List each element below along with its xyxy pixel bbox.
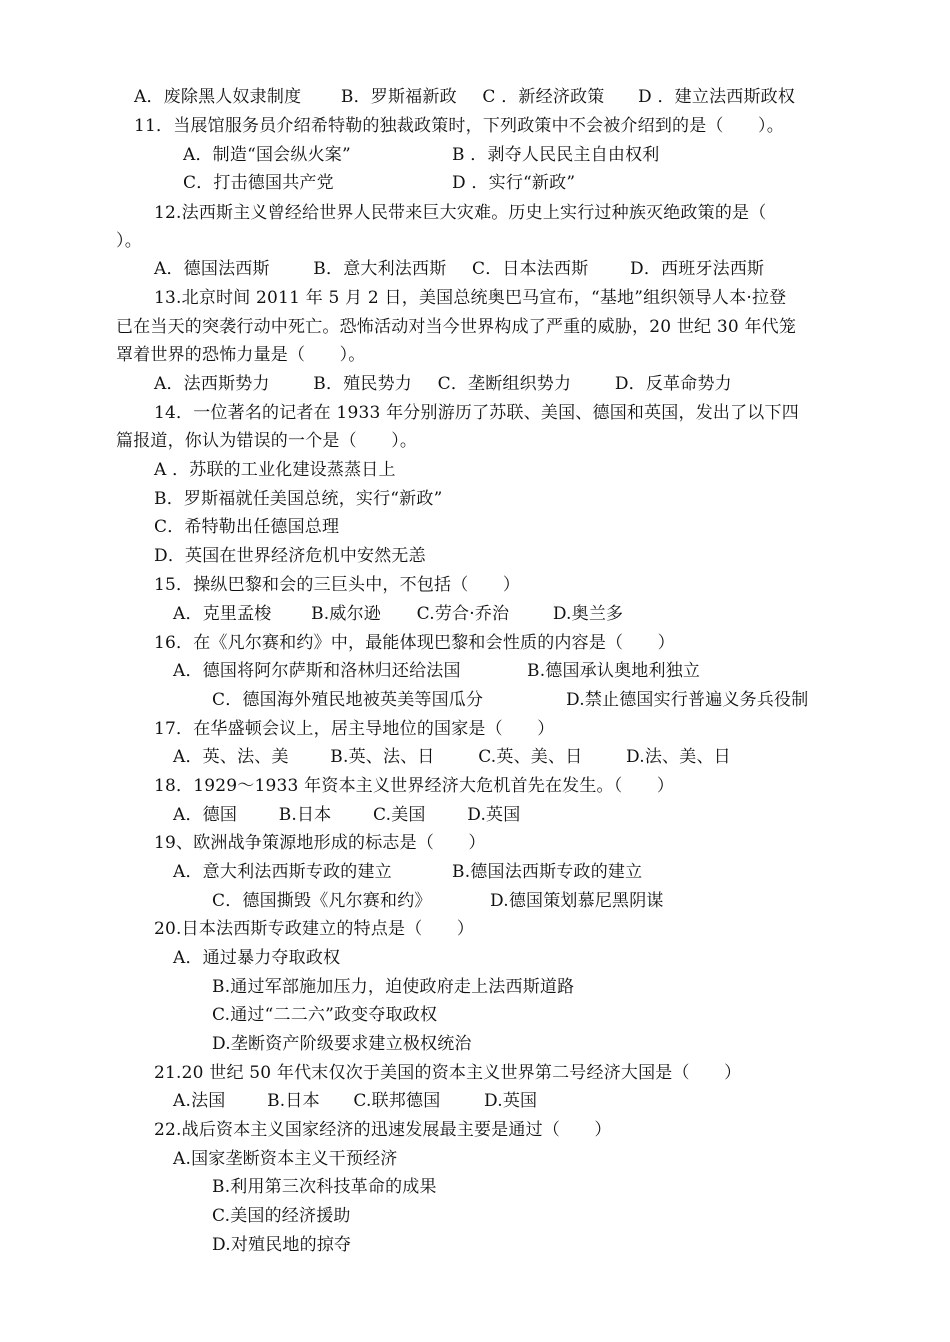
q16-option-c: C．德国海外殖民地被英美等国瓜分 <box>212 690 484 710</box>
q17-option-c: C.英、美、日 <box>478 747 583 767</box>
q12-stem-line2: ）。 <box>116 231 142 251</box>
q20-option-c: C.通过“二二六”政变夺取政权 <box>212 1005 438 1025</box>
q18-option-d: D.英国 <box>467 805 521 825</box>
q10-option-d: D ．建立法西斯政权 <box>638 87 796 107</box>
q13-option-c: C．垄断组织势力 <box>437 374 572 394</box>
q11-option-d: D ．实行“新政” <box>452 173 576 193</box>
q20-option-b: B.通过军部施加压力，迫使政府走上法西斯道路 <box>212 977 575 997</box>
q14-option-d: D．英国在世界经济危机中安然无恙 <box>154 546 426 566</box>
q14-option-b: B．罗斯福就任美国总统，实行“新政” <box>154 489 443 509</box>
q17-option-b: B.英、法、日 <box>330 747 435 767</box>
q18-option-c: C.美国 <box>373 805 426 825</box>
q18-options <box>173 804 520 826</box>
q21-option-d: D.英国 <box>484 1091 538 1111</box>
q15-option-d: D.奥兰多 <box>552 604 624 624</box>
q10-option-b: B．罗斯福新政 <box>340 87 457 107</box>
q12-stem-line1: 12.法西斯主义曾经给世界人民带来巨大灾难。历史上实行过种族灭绝政策的是（ <box>154 203 767 223</box>
q14-stem-line1: 14．一位著名的记者在 1933 年分别游历了苏联、美国、德国和英国，发出了以下四 <box>154 403 799 423</box>
q15-option-c: C.劳合·乔治 <box>416 604 510 624</box>
q13-stem-line1: 13.北京时间 2011 年 5 月 2 日，美国总统奥巴马宣布，“基地”组织领导人本·拉登 <box>154 288 787 308</box>
q20-option-a: A．通过暴力夺取政权 <box>173 948 341 968</box>
q22-option-d: D.对殖民地的掠夺 <box>212 1235 352 1255</box>
q12-option-b: B．意大利法西斯 <box>313 259 447 279</box>
q20-stem: 20.日本法西斯专政建立的特点是（ ） <box>154 919 475 939</box>
q18-stem: 18．1929～1933 年资本主义世界经济大危机首先在发生。（ ） <box>154 776 675 796</box>
q22-stem: 22.战后资本主义国家经济的迅速发展最主要是通过（ ） <box>154 1120 612 1140</box>
q21-option-b: B.日本 <box>267 1091 320 1111</box>
q19-option-a: A．意大利法西斯专政的建立 <box>173 862 392 882</box>
q12-option-c: C．日本法西斯 <box>472 259 589 279</box>
q12-option-a: A．德国法西斯 <box>154 259 270 279</box>
q19-option-b: B.德国法西斯专政的建立 <box>452 862 643 882</box>
q11-option-b: B ．剥夺人民民主自由权利 <box>452 145 660 165</box>
q14-option-c: C．希特勒出任德国总理 <box>154 517 340 537</box>
q18-option-a: A．德国 <box>173 805 238 825</box>
q17-options <box>173 746 731 768</box>
q14-option-a: A ．苏联的工业化建设蒸蒸日上 <box>154 460 396 480</box>
q22-option-a: A.国家垄断资本主义干预经济 <box>173 1149 398 1169</box>
q13-stem-line3: 罩着世界的恐怖力量是（ ）。 <box>116 345 366 365</box>
q16-option-a: A．德国将阿尔萨斯和洛林归还给法国 <box>173 661 461 681</box>
q11-option-c: C．打击德国共产党 <box>183 173 334 193</box>
q21-stem: 21.20 世纪 50 年代末仅次于美国的资本主义世界第二号经济大国是（ ） <box>154 1063 742 1083</box>
q21-options <box>173 1090 537 1112</box>
q13-option-a: A．法西斯势力 <box>154 374 270 394</box>
q20-option-d: D.垄断资产阶级要求建立极权统治 <box>212 1034 472 1054</box>
q10-options <box>134 86 795 108</box>
q15-options <box>173 603 623 625</box>
q17-option-d: D.法、美、日 <box>626 747 731 767</box>
q11-stem: 11．当展馆服务员介绍希特勒的独裁政策时，下列政策中不会被介绍到的是（ ）。 <box>134 116 784 136</box>
q13-options <box>154 373 732 395</box>
q15-option-b: B.威尔逊 <box>311 604 381 624</box>
q15-stem: 15．操纵巴黎和会的三巨头中，不包括（ ） <box>154 575 521 595</box>
q21-option-c: C.联邦德国 <box>353 1091 441 1111</box>
q16-stem: 16．在《凡尔赛和约》中，最能体现巴黎和会性质的内容是（ ） <box>154 633 675 653</box>
q13-stem-line2: 已在当天的突袭行动中死亡。恐怖活动对当今世界构成了严重的威胁，20 世纪 30 年代笼 <box>116 317 797 337</box>
q13-option-b: B．殖民势力 <box>313 374 412 394</box>
q12-option-d: D．西班牙法西斯 <box>630 259 765 279</box>
q10-option-c: C ．新经济政策 <box>482 87 605 107</box>
q16-option-b: B.德国承认奥地利独立 <box>527 661 701 681</box>
q21-option-a: A.法国 <box>173 1091 226 1111</box>
q17-stem: 17．在华盛顿会议上，居主导地位的国家是（ ） <box>154 719 555 739</box>
q13-option-d: D．反革命势力 <box>614 374 732 394</box>
q22-option-c: C.美国的经济援助 <box>212 1206 351 1226</box>
q16-option-d: D.禁止德国实行普遍义务兵役制 <box>566 690 809 710</box>
q14-stem-line2: 篇报道，你认为错误的一个是（ ）。 <box>116 431 418 451</box>
q12-options <box>154 258 764 280</box>
q17-option-a: A．英、法、美 <box>173 747 289 767</box>
q15-option-a: A．克里孟梭 <box>173 604 272 624</box>
q11-option-a: A．制造“国会纵火案” <box>183 145 351 165</box>
q10-option-a: A．废除黑人奴隶制度 <box>134 87 302 107</box>
q19-option-d: D.德国策划慕尼黑阴谋 <box>490 891 664 911</box>
q19-option-c: C．德国撕毁《凡尔赛和约》 <box>212 891 432 911</box>
q22-option-b: B.利用第三次科技革命的成果 <box>212 1177 437 1197</box>
q19-stem: 19、欧洲战争策源地形成的标志是（ ） <box>154 833 486 853</box>
q18-option-b: B.日本 <box>278 805 332 825</box>
